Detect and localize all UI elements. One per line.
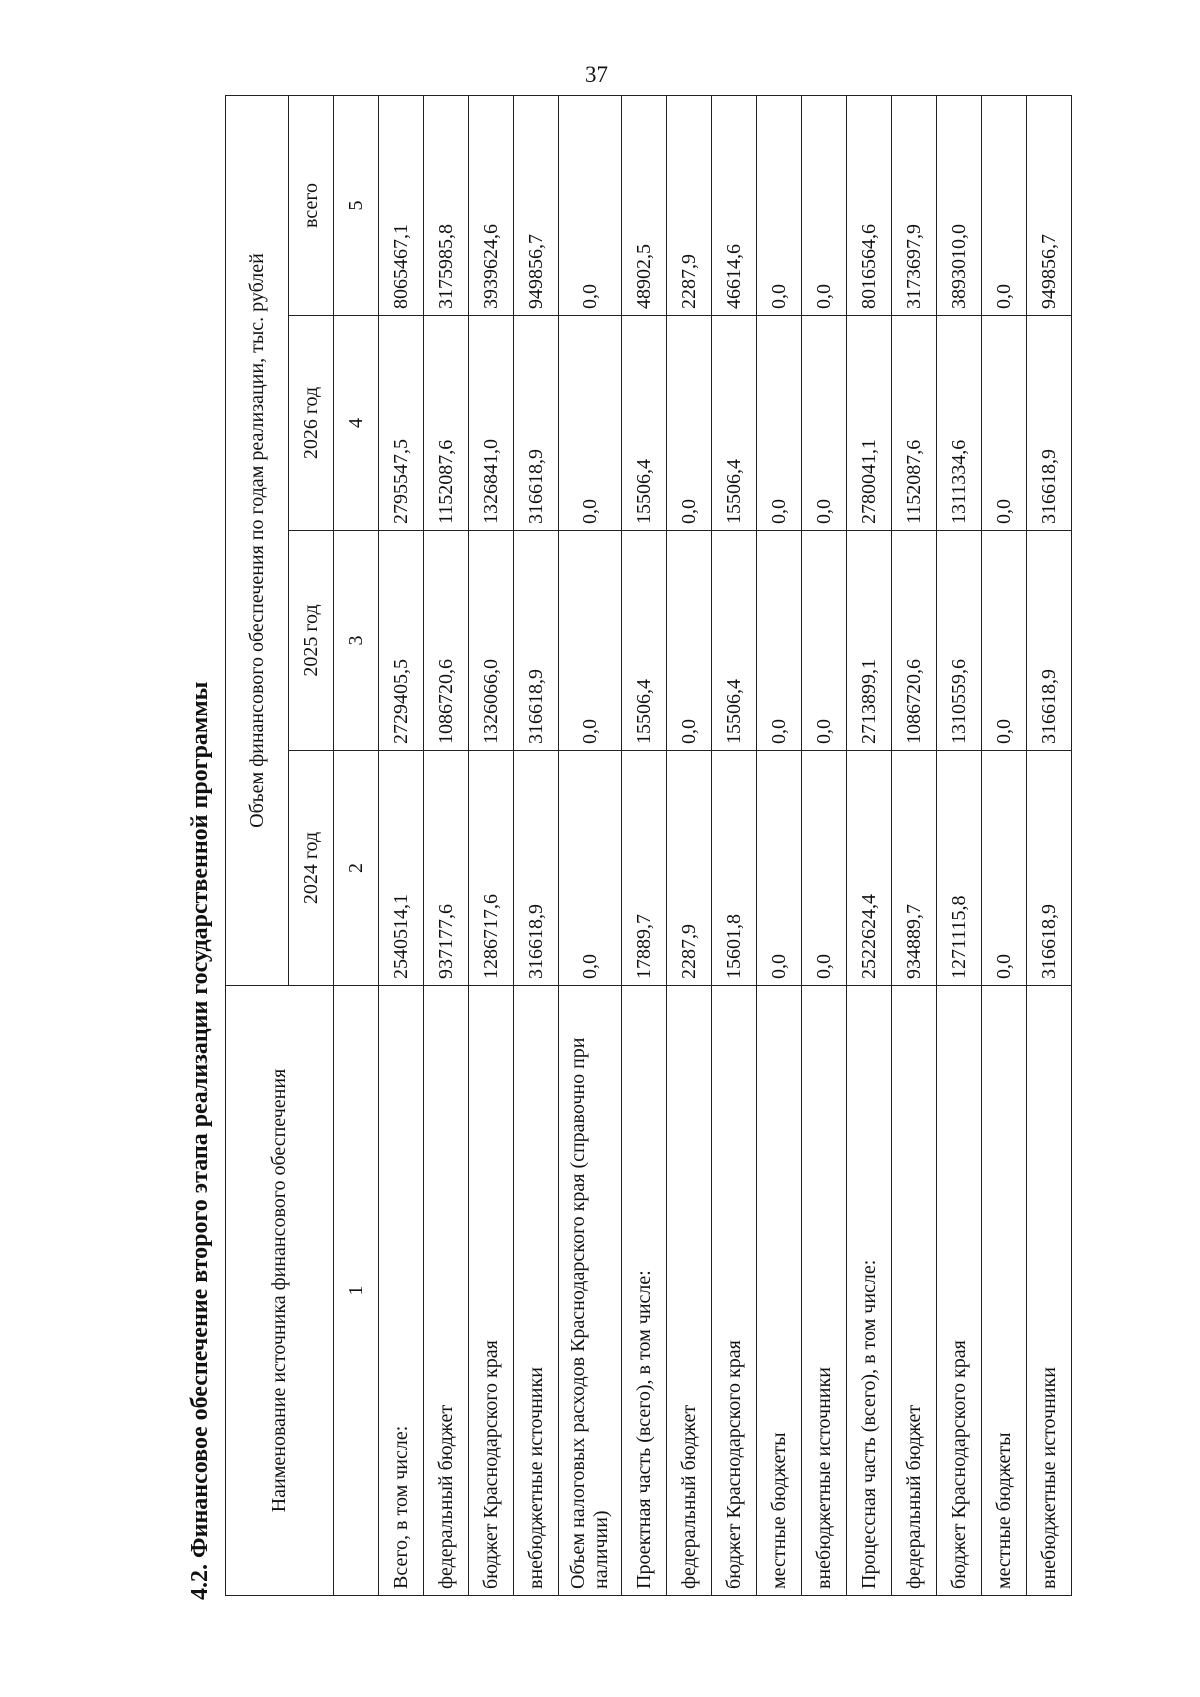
row-label: федеральный бюджет [667,986,712,1596]
cell-total: 3893010,0 [937,95,982,315]
cell-2026: 0,0 [757,316,802,531]
cell-2025: 0,0 [802,531,847,751]
cell-2026: 316618,9 [514,316,559,531]
cell-2025: 2729405,5 [379,531,424,751]
header-total: всего [289,95,334,315]
cell-2024: 0,0 [757,751,802,986]
column-number: 1 [334,986,379,1596]
row-label: Всего, в том числе: [379,986,424,1596]
table-row [424,95,469,1595]
cell-2026: 1311334,6 [937,316,982,531]
column-number: 5 [334,95,379,315]
cell-total: 3173697,9 [892,95,937,315]
cell-2026: 2795547,5 [379,316,424,531]
row-label: Процессная часть (всего), в том числе: [847,986,892,1596]
row-label: Объем налоговых расходов Краснодарского края (справочно при наличии) [559,986,622,1596]
cell-total: 0,0 [982,95,1027,315]
row-label: федеральный бюджет [424,986,469,1596]
section-heading: 4.2. Финансовое обеспечение второго этапа реализации государственной программы [187,681,213,1600]
cell-total: 46614,6 [712,95,757,315]
header-source-name: Наименование источника финансового обеспечения [226,986,334,1596]
cell-2026: 0,0 [667,316,712,531]
cell-2024: 0,0 [982,751,1027,986]
row-label: бюджет Краснодарского края [937,986,982,1596]
cell-2025: 316618,9 [514,531,559,751]
cell-2025: 0,0 [982,531,1027,751]
cell-2026: 0,0 [559,316,622,531]
table-row [712,95,757,1595]
table-row [892,95,937,1595]
header-year-2026: 2026 год [289,316,334,531]
header-year-2024: 2024 год [289,751,334,986]
table-row [667,95,712,1595]
cell-2025: 15506,4 [712,531,757,751]
cell-2025: 1326066,0 [469,531,514,751]
cell-2024: 1271115,8 [937,751,982,986]
table-row [982,95,1027,1595]
table-row [559,95,622,1595]
row-label: федеральный бюджет [892,986,937,1596]
cell-2024: 0,0 [802,751,847,986]
cell-2025: 1086720,6 [424,531,469,751]
row-label: внебюджетные источники [1027,986,1072,1596]
header-financing-volume: Объем финансового обеспечения по годам реализации, тыс. рублей [226,95,289,985]
row-label: бюджет Краснодарского края [469,986,514,1596]
cell-total: 0,0 [757,95,802,315]
table-row [469,95,514,1595]
cell-2024: 316618,9 [514,751,559,986]
cell-total: 8065467,1 [379,95,424,315]
table-row [757,95,802,1595]
cell-2024: 934889,7 [892,751,937,986]
column-number: 4 [334,316,379,531]
header-row-numbers [334,95,379,1595]
cell-total: 8016564,6 [847,95,892,315]
cell-2026: 1152087,6 [892,316,937,531]
column-number: 2 [334,751,379,986]
page-number: 37 [585,62,608,87]
cell-2026: 316618,9 [1027,316,1072,531]
table-row [847,95,892,1595]
cell-2026: 0,0 [982,316,1027,531]
header-row-group [226,95,289,1595]
column-number: 3 [334,531,379,751]
cell-2026: 0,0 [802,316,847,531]
cell-total: 949856,7 [514,95,559,315]
financing-table [225,95,1072,1596]
table-row [937,95,982,1595]
row-label: Проектная часть (всего), в том числе: [622,986,667,1596]
table-row [1027,95,1072,1595]
financing-table-container [225,96,1072,1596]
cell-2025: 1310559,6 [937,531,982,751]
row-label: бюджет Краснодарского края [712,986,757,1596]
cell-2025: 316618,9 [1027,531,1072,751]
row-label: внебюджетные источники [802,986,847,1596]
cell-total: 2287,9 [667,95,712,315]
cell-2024: 2522624,4 [847,751,892,986]
cell-total: 0,0 [559,95,622,315]
row-label: местные бюджеты [982,986,1027,1596]
cell-2025: 0,0 [757,531,802,751]
cell-total: 3939624,6 [469,95,514,315]
cell-2025: 1086720,6 [892,531,937,751]
cell-2025: 0,0 [667,531,712,751]
table-row [802,95,847,1595]
table-row [379,95,424,1595]
cell-2025: 0,0 [559,531,622,751]
cell-2025: 15506,4 [622,531,667,751]
cell-2024: 937177,6 [424,751,469,986]
cell-2026: 15506,4 [712,316,757,531]
cell-2024: 1286717,6 [469,751,514,986]
row-label: местные бюджеты [757,986,802,1596]
cell-2026: 15506,4 [622,316,667,531]
cell-2024: 2540514,1 [379,751,424,986]
cell-2024: 17889,7 [622,751,667,986]
cell-2024: 15601,8 [712,751,757,986]
table-row [514,95,559,1595]
cell-total: 949856,7 [1027,95,1072,315]
cell-2024: 2287,9 [667,751,712,986]
cell-total: 3175985,8 [424,95,469,315]
cell-2026: 2780041,1 [847,316,892,531]
cell-total: 48902,5 [622,95,667,315]
cell-2026: 1152087,6 [424,316,469,531]
cell-2026: 1326841,0 [469,316,514,531]
row-label: внебюджетные источники [514,986,559,1596]
cell-2024: 0,0 [559,751,622,986]
cell-total: 0,0 [802,95,847,315]
table-row [622,95,667,1595]
header-year-2025: 2025 год [289,531,334,751]
cell-2024: 316618,9 [1027,751,1072,986]
cell-2025: 2713899,1 [847,531,892,751]
